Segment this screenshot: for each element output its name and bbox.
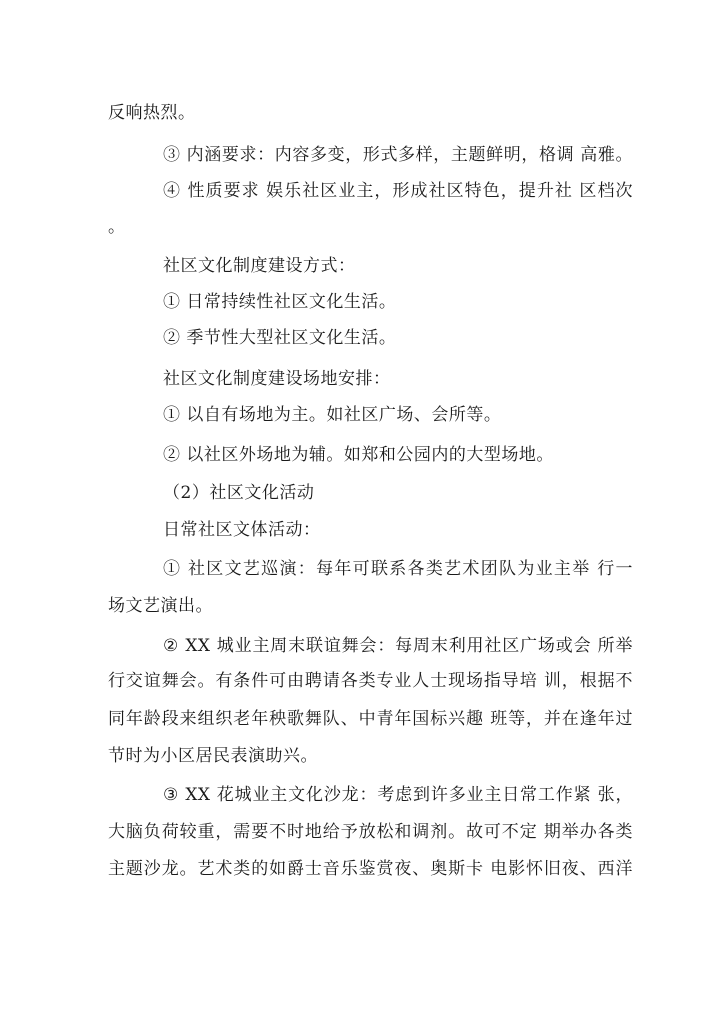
text-line: ① 社区文艺巡演：每年可联系各类艺术团队为业主举 行一 bbox=[163, 559, 633, 579]
text-line: 大脑负荷较重，需要不时地给予放松和调剂。故可不定 期举办各类 bbox=[108, 822, 633, 842]
section-heading: 日常社区文体活动： bbox=[163, 520, 321, 540]
text-line: ④ 性质要求 娱乐社区业主，形成社区特色，提升社 区档次 bbox=[163, 181, 633, 201]
text-line: 行交谊舞会。有条件可由聘请各类专业人士现场指导培 训，根据不 bbox=[108, 671, 633, 691]
text-line: ③ XX 花城业主文化沙龙：考虑到许多业主日常工作紧 张， bbox=[163, 785, 633, 805]
text-line: ② XX 城业主周末联谊舞会：每周末利用社区广场或会 所举 bbox=[163, 636, 633, 656]
section-heading: 社区文化制度建设场地安排： bbox=[163, 369, 391, 389]
text-line: 反响热烈。 bbox=[108, 103, 196, 123]
text-line: 场文艺演出。 bbox=[108, 596, 213, 616]
text-line: ② 季节性大型社区文化生活。 bbox=[163, 328, 397, 348]
text-line: ① 日常持续性社区文化生活。 bbox=[163, 292, 397, 312]
text-line: 主题沙龙。艺术类的如爵士音乐鉴赏夜、奥斯卡 电影怀旧夜、西洋 bbox=[108, 859, 633, 879]
text-line: 节时为小区居民表演助兴。 bbox=[108, 746, 318, 766]
section-heading: 社区文化制度建设方式： bbox=[163, 256, 356, 276]
text-line: 同年龄段来组织老年秧歌舞队、中青年国标兴趣 班等，并在逢年过 bbox=[108, 709, 633, 729]
text-line: ③ 内涵要求：内容多变，形式多样，主题鲜明，格调 高雅。 bbox=[163, 145, 633, 165]
text-line: ① 以自有场地为主。如社区广场、会所等。 bbox=[163, 405, 502, 425]
text-line: 。 bbox=[108, 217, 126, 237]
section-heading: （2）社区文化活动 bbox=[163, 483, 315, 503]
text-line: ② 以社区外场地为辅。如郑和公园内的大型场地。 bbox=[163, 445, 554, 465]
